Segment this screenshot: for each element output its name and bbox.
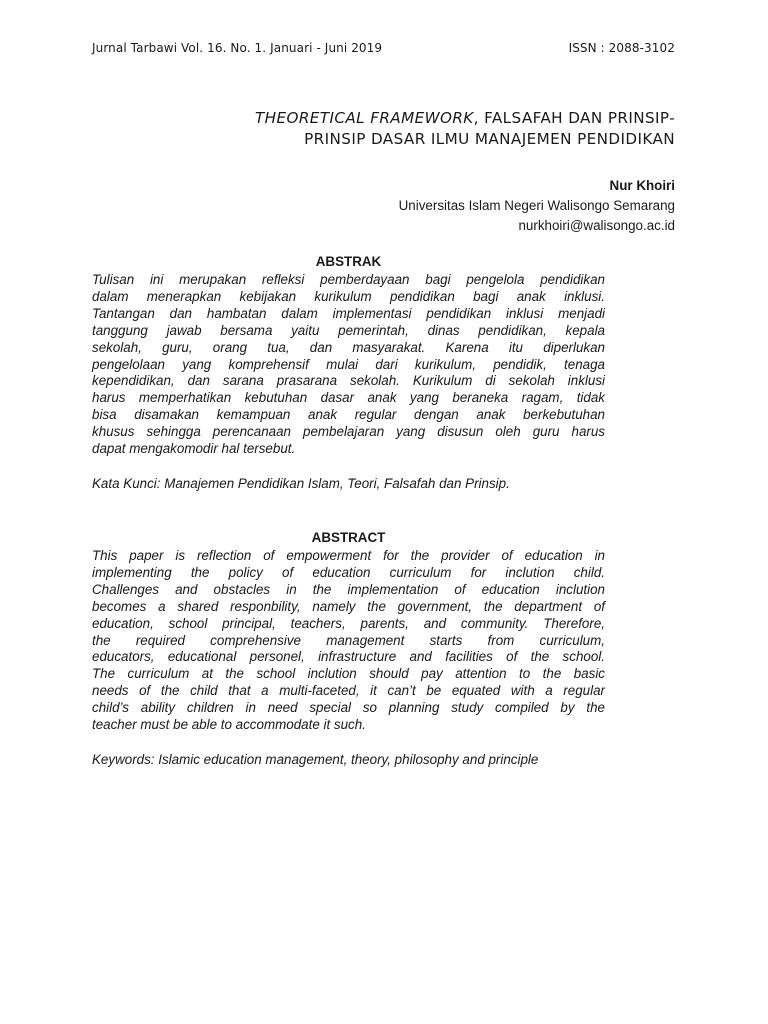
paper-title: [92, 108, 675, 150]
abstract-line: This paper is reflection of empowerment for the provider of education in: [92, 548, 605, 563]
abstrak-line: tanggung jawab bersama yaitu pemerintah, dinas pendidikan, kepala: [92, 322, 605, 338]
abstract-line: becomes a shared responbility, namely the government, the department of: [92, 598, 605, 614]
abstrak-line: pengelolaan yang komprehensif mulai dari kurikulum, pendidik, tenaga: [92, 356, 605, 372]
author-block: [92, 176, 675, 236]
author-affiliation: Universitas Islam Negeri Walisongo Semarang: [398, 198, 675, 213]
abstrak-line: Tulisan ini merupakan refleksi pemberdayaan bagi pengelola pendidikan: [92, 272, 605, 287]
abstract-line: the required comprehensive management starts from curriculum,: [92, 632, 605, 648]
abstract-line: Challenges and obstacles in the implementation of education inclution: [92, 581, 605, 597]
abstract-line: education, school principal, teachers, parents, and community. Therefore,: [92, 615, 605, 631]
abstract-line: The curriculum at the school inclution should pay attention to the basic: [92, 666, 605, 682]
issn-label: ISSN : 2088-3102: [568, 41, 675, 55]
author-email: nurkhoiri@walisongo.ac.id: [518, 218, 675, 233]
title-line-1: [92, 108, 675, 129]
abstract-line: needs of the child that a multi-faceted, it can’t be equated with a regular: [92, 683, 605, 699]
abstrak-line: bisa disamakan kemampuan anak regular dengan anak berkebutuhan: [92, 407, 605, 423]
abstract-line: educators, educational personel, infrastructure and facilities of the school.: [92, 649, 605, 665]
title-line-1-rest: , FALSAFAH DAN PRINSIP-: [473, 109, 675, 127]
title-italic-term: THEORETICAL FRAMEWORK: [254, 109, 474, 127]
abstract-body: [92, 548, 605, 734]
abstrak-line: dalam menerapkan kebijakan kurikulum pendidikan bagi anak inklusi.: [92, 288, 605, 304]
journal-citation: Jurnal Tarbawi Vol. 16. No. 1. Januari - Juni 2019: [92, 41, 383, 55]
abstrak-line: dapat mengakomodir hal tersebut.: [92, 441, 296, 457]
author-name: Nur Khoiri: [609, 178, 675, 193]
abstrak-line: khusus sehingga perencanaan pembelajaran yang disusun oleh guru harus: [92, 424, 605, 440]
abstrak-line: harus memperhatikan kebutuhan dasar anak yang beraneka ragam, tidak: [92, 390, 605, 406]
abstrak-heading: ABSTRAK: [315, 254, 382, 269]
abstract-heading: ABSTRACT: [311, 530, 386, 545]
abstrak-body: [92, 272, 605, 458]
abstrak-line: kependidikan, dan sarana prasarana sekolah. Kurikulum di sekolah inklusi: [92, 373, 605, 389]
abstrak-line: sekolah, guru, orang tua, dan masyarakat. Karena itu diperlukan: [92, 339, 605, 355]
running-header: [92, 41, 675, 59]
abstract-line: implementing the policy of education curriculum for inclution child.: [92, 564, 605, 580]
abstract-line: child’s ability children in need special so planning study compiled by the: [92, 700, 605, 716]
keywords-english: Keywords: Islamic education management, theory, philosophy and principle: [92, 752, 539, 767]
abstract-line: teacher must be able to accommodate it such.: [92, 717, 366, 733]
abstrak-line: Tantangan dan hambatan dalam implementasi pendidikan inklusi menjadi: [92, 305, 605, 321]
kata-kunci: Kata Kunci: Manajemen Pendidikan Islam, Teori, Falsafah dan Prinsip.: [92, 476, 510, 491]
title-line-2: PRINSIP DASAR ILMU MANAJEMEN PENDIDIKAN: [304, 130, 675, 148]
